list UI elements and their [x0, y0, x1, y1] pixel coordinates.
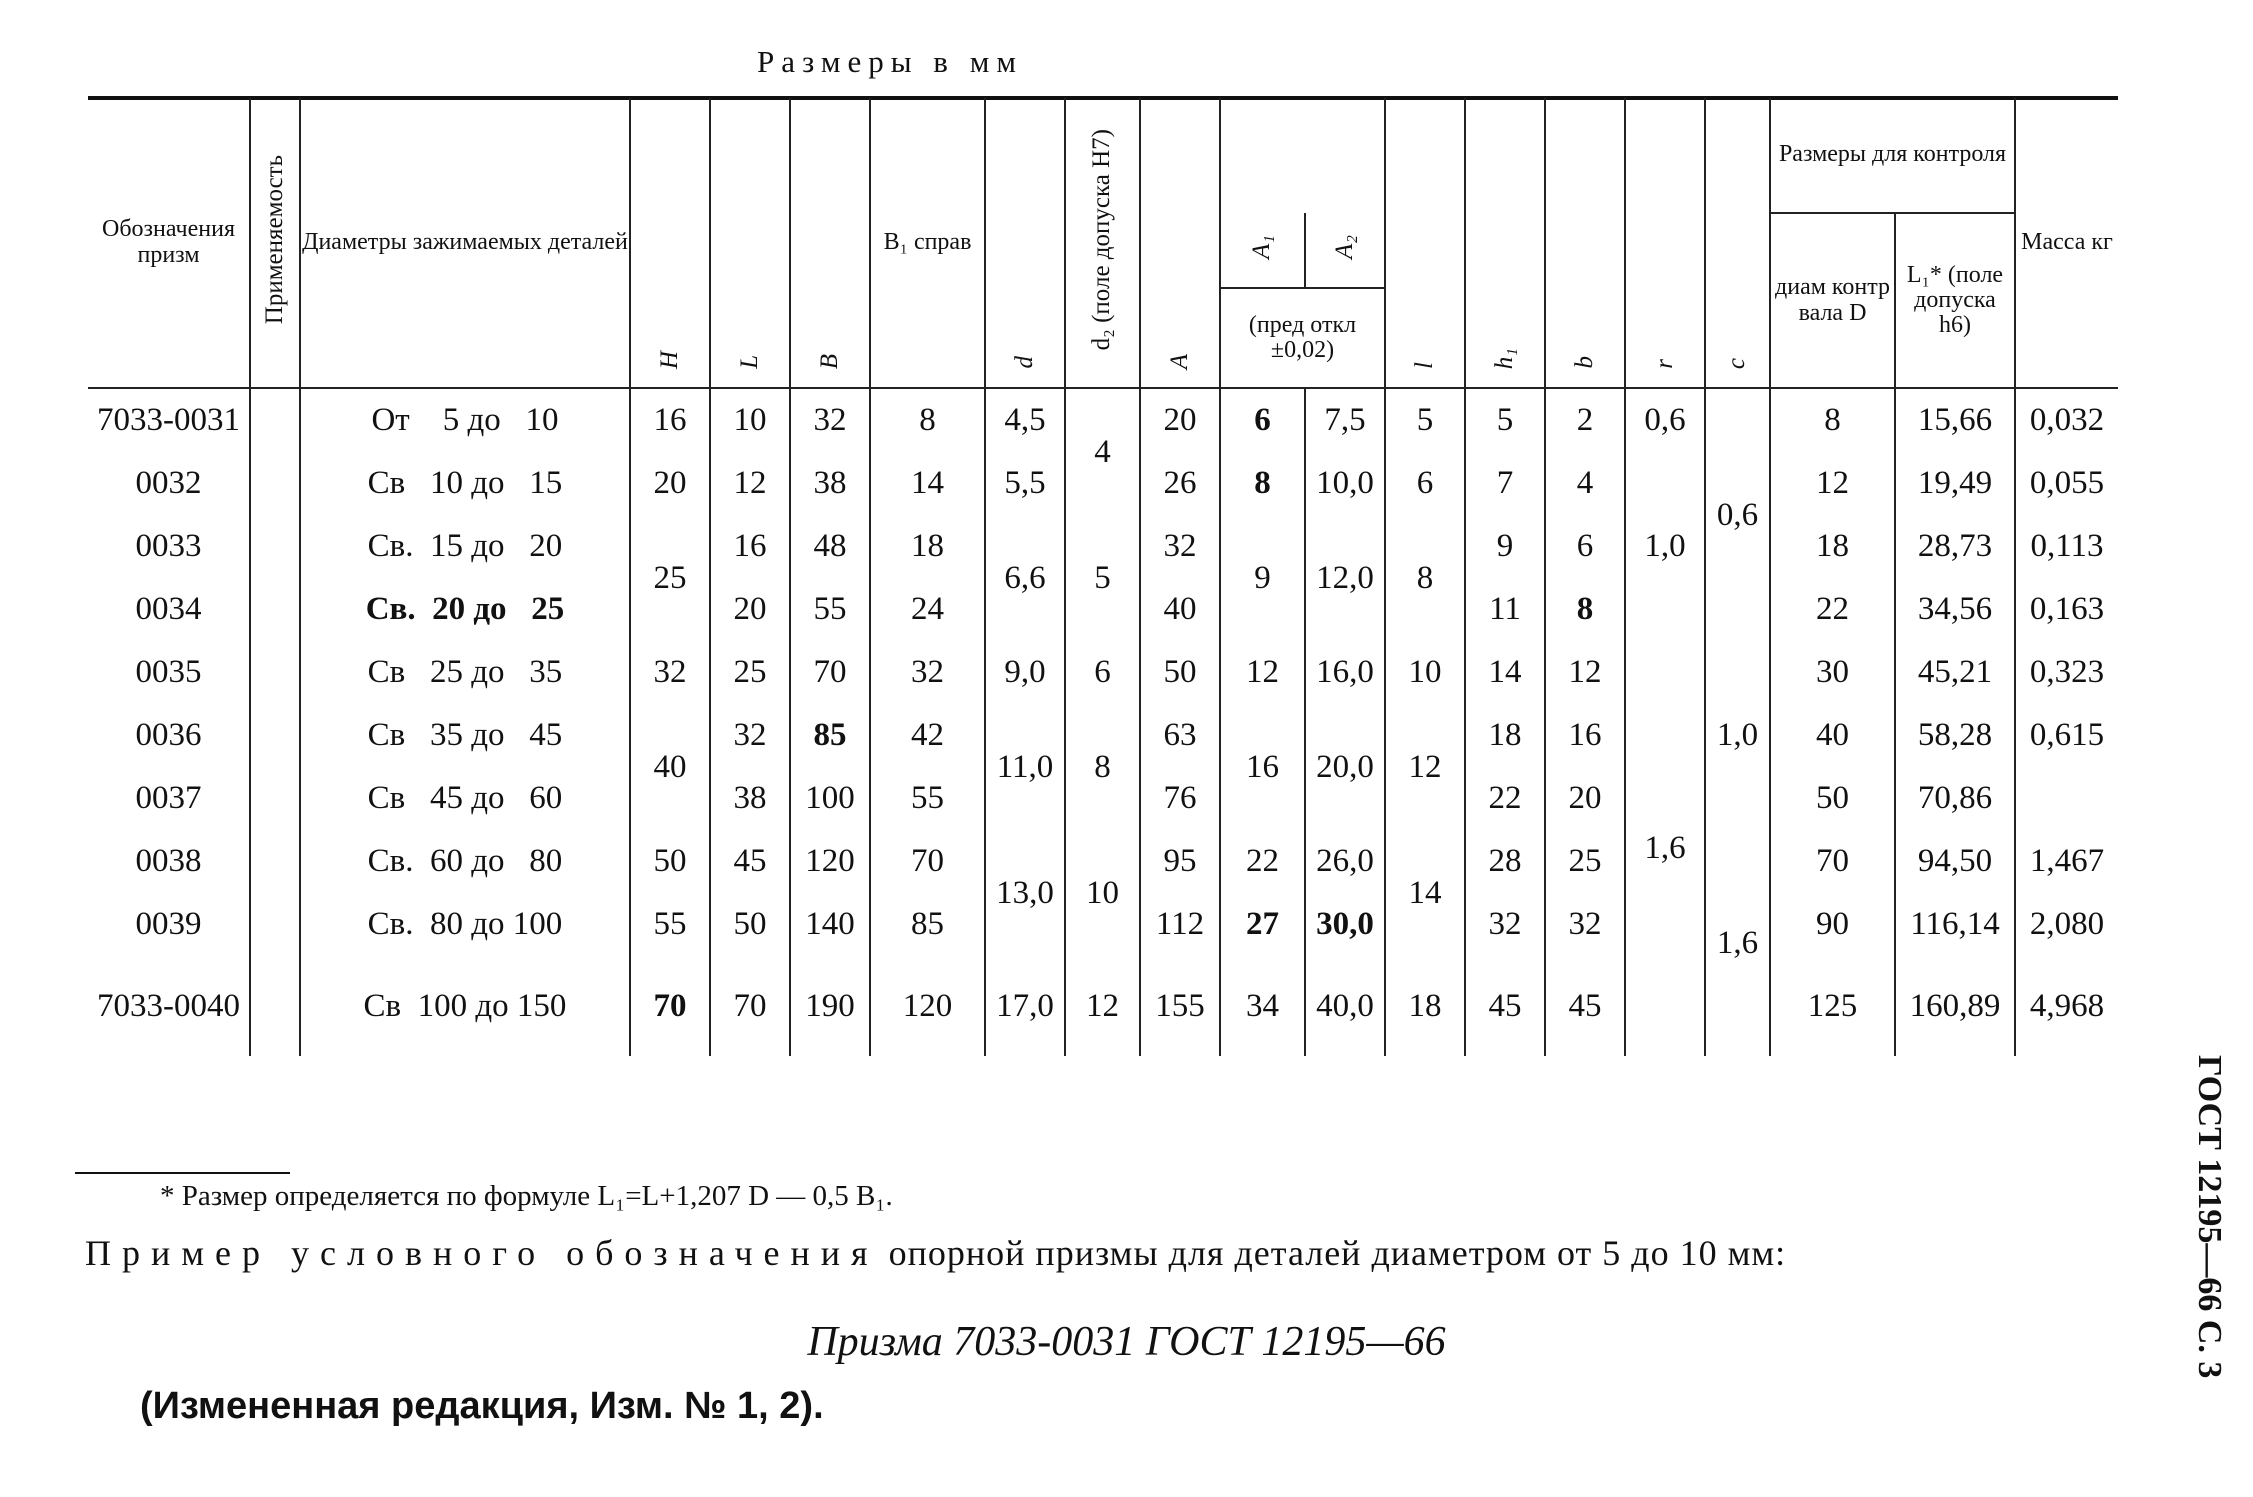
header-designation: Обозначения призм — [88, 98, 250, 388]
cell-app — [250, 388, 300, 452]
cell-D: 12 — [1770, 452, 1895, 515]
header-B1: B₁ справ — [870, 98, 985, 388]
cell-h1: 14 — [1465, 641, 1545, 704]
header-L1: L₁* (поле допуска h6) — [1895, 213, 2015, 388]
cell-A2: 30,0 — [1305, 893, 1385, 956]
cell-B: 70 — [790, 641, 870, 704]
cell-mass: 2,080 — [2015, 893, 2118, 956]
cell-mass: 0,163 — [2015, 578, 2118, 641]
cell-L: 70 — [710, 956, 790, 1056]
cell-B: 190 — [790, 956, 870, 1056]
cell-b: 45 — [1545, 956, 1625, 1056]
cell-b: 12 — [1545, 641, 1625, 704]
cell-H: 25 — [630, 515, 710, 641]
cell-h1: 11 — [1465, 578, 1545, 641]
header-A2: A₂ — [1305, 213, 1385, 288]
cell-app — [250, 452, 300, 515]
cell-B: 38 — [790, 452, 870, 515]
cell-D: 50 — [1770, 767, 1895, 830]
header-A: A — [1140, 98, 1220, 388]
header-h1: h₁ — [1465, 98, 1545, 388]
cell-B: 100 — [790, 767, 870, 830]
example-spaced: Пример условного обозначения — [85, 1233, 879, 1273]
header-B: B — [790, 98, 870, 388]
cell-h1: 5 — [1465, 388, 1545, 452]
cell-L1: 70,86 — [1895, 767, 2015, 830]
cell-designation: 7033-0031 — [97, 402, 240, 438]
cell-r: 0,6 — [1625, 388, 1705, 452]
cell-A1: 22 — [1220, 830, 1305, 893]
cell-l: 14 — [1385, 830, 1465, 956]
cell-D: 125 — [1770, 956, 1895, 1056]
header-applicability: Применяемость — [250, 98, 300, 388]
cell-A1: 34 — [1220, 956, 1305, 1056]
cell-app — [250, 893, 300, 956]
table-row — [88, 515, 2118, 578]
cell-designation: 0032 — [135, 465, 202, 501]
cell-designation: 7033-0040 — [97, 987, 240, 1024]
cell-A: 40 — [1140, 578, 1220, 641]
cell-app — [250, 956, 300, 1056]
header-d: d — [985, 98, 1065, 388]
cell-diameters: Св 10 до 15 — [300, 452, 630, 515]
cell-r: 1,0 — [1625, 452, 1705, 641]
cell-A1: 12 — [1220, 641, 1305, 704]
table-row — [88, 956, 2118, 1056]
cell-L: 32 — [710, 704, 790, 767]
cell-A1: 9 — [1220, 515, 1305, 641]
header-b: b — [1545, 98, 1625, 388]
cell-r: 1,6 — [1625, 641, 1705, 1056]
cell-diameters: Св 100 до 150 — [300, 956, 630, 1056]
table-row — [88, 704, 2118, 767]
cell-designation: 0033 — [135, 528, 202, 564]
cell-L: 16 — [710, 515, 790, 578]
cell-app — [250, 767, 300, 830]
header-control: Размеры для контроля — [1770, 98, 2015, 213]
changed-edition-note: (Измененная редакция, Изм. № 1, 2). — [140, 1385, 824, 1427]
header-l: l — [1385, 98, 1465, 388]
cell-l: 6 — [1385, 452, 1465, 515]
cell-D: 22 — [1770, 578, 1895, 641]
cell-B1: 18 — [870, 515, 985, 578]
cell-app — [250, 515, 300, 578]
cell-B1: 32 — [870, 641, 985, 704]
cell-mass: 0,615 — [2015, 704, 2118, 767]
header-diameters: Диаметры зажимаемых деталей — [300, 98, 630, 388]
cell-L: 45 — [710, 830, 790, 893]
cell-A: 32 — [1140, 515, 1220, 578]
cell-L: 50 — [710, 893, 790, 956]
designation-example: Призма 7033-0031 ГОСТ 12195—66 — [807, 1319, 1446, 1365]
cell-d: 13,0 — [985, 830, 1065, 956]
cell-A2: 10,0 — [1305, 452, 1385, 515]
cell-app — [250, 578, 300, 641]
cell-A: 155 — [1140, 956, 1220, 1056]
footnote: * Размер определяется по формуле L₁=L+1,207 D — 0,5 B₁. — [160, 1180, 893, 1212]
cell-c: 1,0 — [1705, 641, 1770, 830]
cell-A2: 20,0 — [1305, 704, 1385, 830]
cell-A: 76 — [1140, 767, 1220, 830]
cell-diameters: Св. 15 до 20 — [300, 515, 630, 578]
header-mass: Масса кг — [2015, 98, 2118, 388]
cell-diameters: Св 25 до 35 — [300, 641, 630, 704]
header-H: H — [630, 98, 710, 388]
cell-b: 6 — [1545, 515, 1625, 578]
table-row — [88, 388, 2118, 452]
cell-h1: 18 — [1465, 704, 1545, 767]
cell-D: 8 — [1770, 388, 1895, 452]
cell-l: 18 — [1385, 956, 1465, 1056]
header-A1: A₁ — [1220, 213, 1305, 288]
cell-h1: 7 — [1465, 452, 1545, 515]
cell-l: 12 — [1385, 704, 1465, 830]
cell-c: 1,6 — [1705, 830, 1770, 1056]
table-row — [88, 830, 2118, 893]
cell-L1: 34,56 — [1895, 578, 2015, 641]
cell-h1: 28 — [1465, 830, 1545, 893]
cell-d: 9,0 — [985, 641, 1065, 704]
cell-A2: 12,0 — [1305, 515, 1385, 641]
cell-B: 85 — [790, 704, 870, 767]
cell-H: 70 — [630, 956, 710, 1056]
footnote-rule — [75, 1172, 290, 1174]
cell-l: 5 — [1385, 388, 1465, 452]
cell-B: 140 — [790, 893, 870, 956]
cell-H: 16 — [630, 388, 710, 452]
cell-d2: 12 — [1065, 956, 1140, 1056]
header-r: r — [1625, 98, 1705, 388]
cell-A: 95 — [1140, 830, 1220, 893]
cell-L1: 19,49 — [1895, 452, 2015, 515]
cell-diameters: Св 45 до 60 — [300, 767, 630, 830]
cell-B1: 70 — [870, 830, 985, 893]
cell-app — [250, 830, 300, 893]
cell-l: 8 — [1385, 515, 1465, 641]
header-A-blank — [1220, 98, 1385, 213]
cell-B: 120 — [790, 830, 870, 893]
cell-mass: 0,055 — [2015, 452, 2118, 515]
cell-designation: 0035 — [135, 654, 202, 690]
cell-app — [250, 704, 300, 767]
cell-L1: 160,89 — [1895, 956, 2015, 1056]
header-d2: d₂ (поле допуска H7) — [1065, 98, 1140, 388]
cell-mass: 0,032 — [2015, 388, 2118, 452]
cell-D: 30 — [1770, 641, 1895, 704]
example-rest: опорной призмы для деталей диаметром от 5 до 10 мм: — [888, 1233, 1787, 1273]
cell-d: 6,6 — [985, 515, 1065, 641]
cell-L1: 45,21 — [1895, 641, 2015, 704]
cell-designation: 0034 — [135, 591, 202, 627]
cell-d2: 6 — [1065, 641, 1140, 704]
cell-B: 55 — [790, 578, 870, 641]
cell-app — [250, 641, 300, 704]
cell-H: 32 — [630, 641, 710, 704]
cell-d2: 8 — [1065, 704, 1140, 830]
cell-d: 4,5 — [985, 388, 1065, 452]
cell-L: 12 — [710, 452, 790, 515]
cell-D: 90 — [1770, 893, 1895, 956]
cell-A2: 40,0 — [1305, 956, 1385, 1056]
cell-L: 38 — [710, 767, 790, 830]
table-body — [88, 388, 2118, 1056]
cell-B1: 8 — [870, 388, 985, 452]
cell-L1: 28,73 — [1895, 515, 2015, 578]
cell-b: 8 — [1545, 578, 1625, 641]
cell-b: 16 — [1545, 704, 1625, 767]
cell-B: 32 — [790, 388, 870, 452]
cell-B1: 14 — [870, 452, 985, 515]
cell-A1: 6 — [1220, 388, 1305, 452]
header-c: c — [1705, 98, 1770, 388]
cell-d: 17,0 — [985, 956, 1065, 1056]
cell-L: 25 — [710, 641, 790, 704]
cell-L1: 94,50 — [1895, 830, 2015, 893]
cell-B1: 85 — [870, 893, 985, 956]
cell-diameters: Св. 60 до 80 — [300, 830, 630, 893]
cell-D: 70 — [1770, 830, 1895, 893]
cell-B1: 55 — [870, 767, 985, 830]
cell-L: 20 — [710, 578, 790, 641]
cell-mass: 1,467 — [2015, 830, 2118, 893]
header-L: L — [710, 98, 790, 388]
cell-b: 20 — [1545, 767, 1625, 830]
cell-h1: 32 — [1465, 893, 1545, 956]
cell-mass: 4,968 — [2015, 956, 2118, 1056]
cell-H: 50 — [630, 830, 710, 893]
cell-designation: 0038 — [135, 843, 202, 879]
standard-sidebar: ГОСТ 12195—66 С. 3 — [2191, 1055, 2228, 1379]
cell-L1: 58,28 — [1895, 704, 2015, 767]
cell-A: 63 — [1140, 704, 1220, 767]
cell-mass: 0,323 — [2015, 641, 2118, 704]
units-caption: Размеры в мм — [757, 44, 1023, 79]
cell-diameters: Св. 80 до 100 — [300, 893, 630, 956]
cell-A1: 8 — [1220, 452, 1305, 515]
cell-mass: 0,113 — [2015, 515, 2118, 578]
cell-B: 48 — [790, 515, 870, 578]
cell-h1: 22 — [1465, 767, 1545, 830]
cell-A2: 16,0 — [1305, 641, 1385, 704]
cell-l: 10 — [1385, 641, 1465, 704]
cell-d: 5,5 — [985, 452, 1065, 515]
cell-designation: 0039 — [135, 906, 202, 942]
cell-diameters: Св. 20 до 25 — [300, 578, 630, 641]
cell-d2: 4 — [1065, 388, 1140, 515]
cell-diameters: Св 35 до 45 — [300, 704, 630, 767]
cell-mass — [2015, 767, 2118, 830]
cell-A: 26 — [1140, 452, 1220, 515]
cell-L1: 116,14 — [1895, 893, 2015, 956]
cell-B1: 24 — [870, 578, 985, 641]
header-D: диам контр вала D — [1770, 213, 1895, 388]
cell-b: 25 — [1545, 830, 1625, 893]
cell-H: 20 — [630, 452, 710, 515]
cell-A1: 27 — [1220, 893, 1305, 956]
cell-A2: 7,5 — [1305, 388, 1385, 452]
cell-diameters: От 5 до 10 — [300, 388, 630, 452]
example-paragraph — [85, 1232, 2125, 1275]
cell-A1: 16 — [1220, 704, 1305, 830]
header-A12-note: (пред откл ±0,02) — [1220, 288, 1385, 388]
prism-dimensions-table — [88, 98, 2118, 1056]
cell-b: 32 — [1545, 893, 1625, 956]
cell-b: 2 — [1545, 388, 1625, 452]
cell-A: 20 — [1140, 388, 1220, 452]
cell-h1: 9 — [1465, 515, 1545, 578]
cell-L1: 15,66 — [1895, 388, 2015, 452]
cell-D: 18 — [1770, 515, 1895, 578]
cell-D: 40 — [1770, 704, 1895, 767]
cell-H: 55 — [630, 893, 710, 956]
cell-L: 10 — [710, 388, 790, 452]
cell-d2: 5 — [1065, 515, 1140, 641]
cell-H: 40 — [630, 704, 710, 830]
cell-A: 50 — [1140, 641, 1220, 704]
cell-d2: 10 — [1065, 830, 1140, 956]
cell-c: 0,6 — [1705, 388, 1770, 641]
table-row — [88, 641, 2118, 704]
cell-A2: 26,0 — [1305, 830, 1385, 893]
cell-designation: 0037 — [135, 780, 202, 816]
cell-B1: 42 — [870, 704, 985, 767]
cell-designation: 0036 — [135, 717, 202, 753]
cell-d: 11,0 — [985, 704, 1065, 830]
cell-h1: 45 — [1465, 956, 1545, 1056]
cell-b: 4 — [1545, 452, 1625, 515]
cell-A: 112 — [1140, 893, 1220, 956]
cell-B1: 120 — [870, 956, 985, 1056]
